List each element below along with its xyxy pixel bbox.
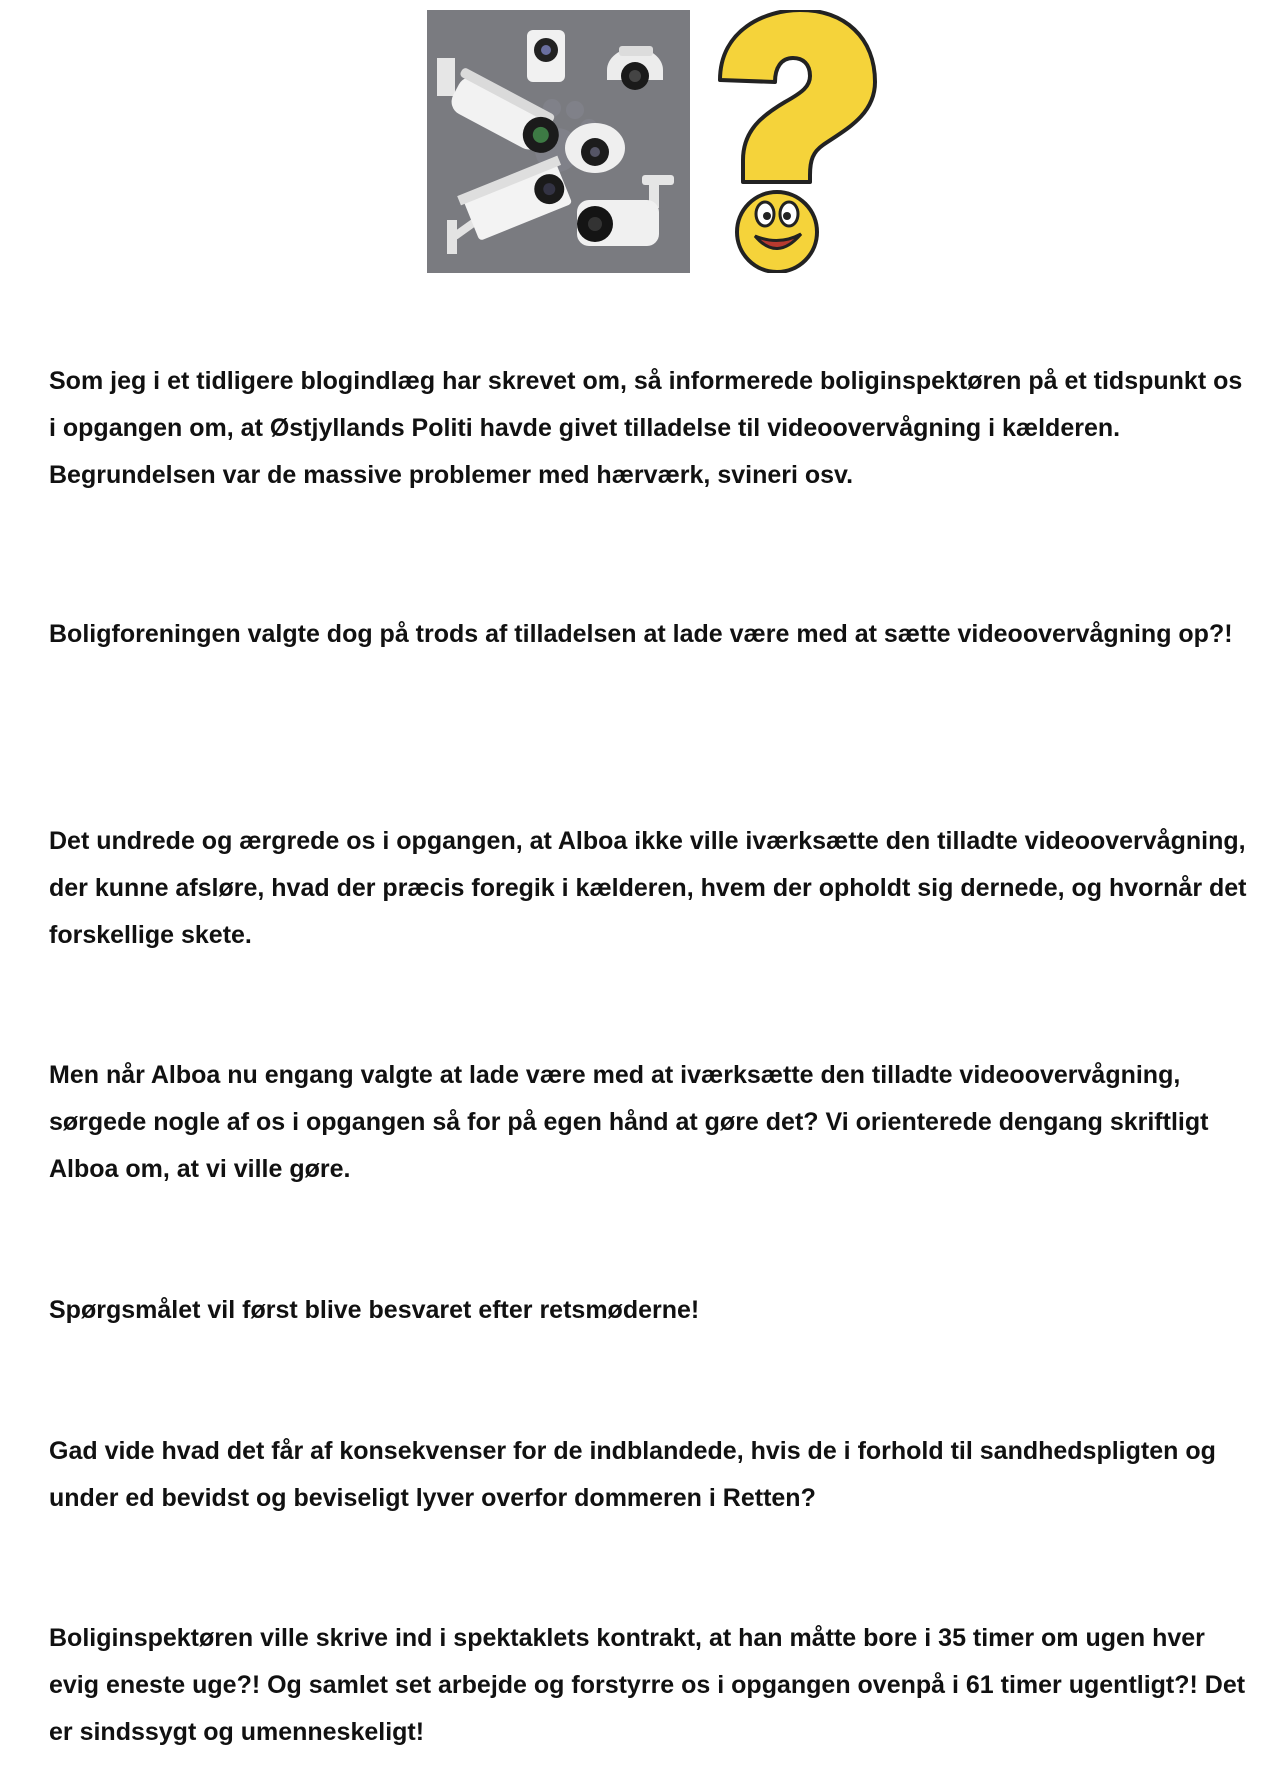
paragraph-3: Det undrede og ærgrede os i opgangen, at Alboa ikke ville iværksætte den tilladte videoovervågning, der kunne afsløre, hvad der præcis foregik i kælderen, hvem der opholdt sig dernede, og hvornår det forskellige skete. [49,827,1247,949]
question-mark-icon [705,10,887,273]
paragraph-5: Spørgsmålet vil først blive besvaret efter retsmøderne! [49,1296,700,1324]
camera-icon [427,10,690,273]
paragraph-4: Men når Alboa nu engang valgte at lade være med at iværksætte den tilladte videoovervågning, sørgede nogle af os i opgangen så for på egen hånd at gøre det? Vi orienterede dengang skriftligt Alboa om, at vi ville gøre. [49,1061,1209,1183]
smiley-face-icon [737,192,817,272]
question-mark-smiley-image [705,10,887,273]
paragraph-2: Boligforeningen valgte dog på trods af tilladelsen at lade være med at sætte videoovervågning op?! [49,620,1233,648]
paragraph-6: Gad vide hvad det får af konsekvenser for de indblandede, hvis de i forhold til sandhedspligten og under ed bevidst og beviseligt lyver overfor dommeren i Retten? [49,1437,1216,1512]
paragraph-1: Som jeg i et tidligere blogindlæg har skrevet om, så informerede boliginspektøren på et tidspunkt os i opgangen om, at Østjyllands Politi havde givet tilladelse til videoovervågning i kælderen. Begrundelsen var de massive problemer med hærværk, svineri osv. [49,367,1243,489]
paragraph-7: Boliginspektøren ville skrive ind i spektaklets kontrakt, at han måtte bore i 35 timer om ugen hver evig eneste uge?! Og samlet set arbejde og forstyrre os i opgangen ovenpå i 61 timer ugentligt?! Det er sindssygt og umenneskeligt! [49,1624,1246,1746]
header-images [427,10,887,273]
surveillance-cameras-image [427,10,690,273]
